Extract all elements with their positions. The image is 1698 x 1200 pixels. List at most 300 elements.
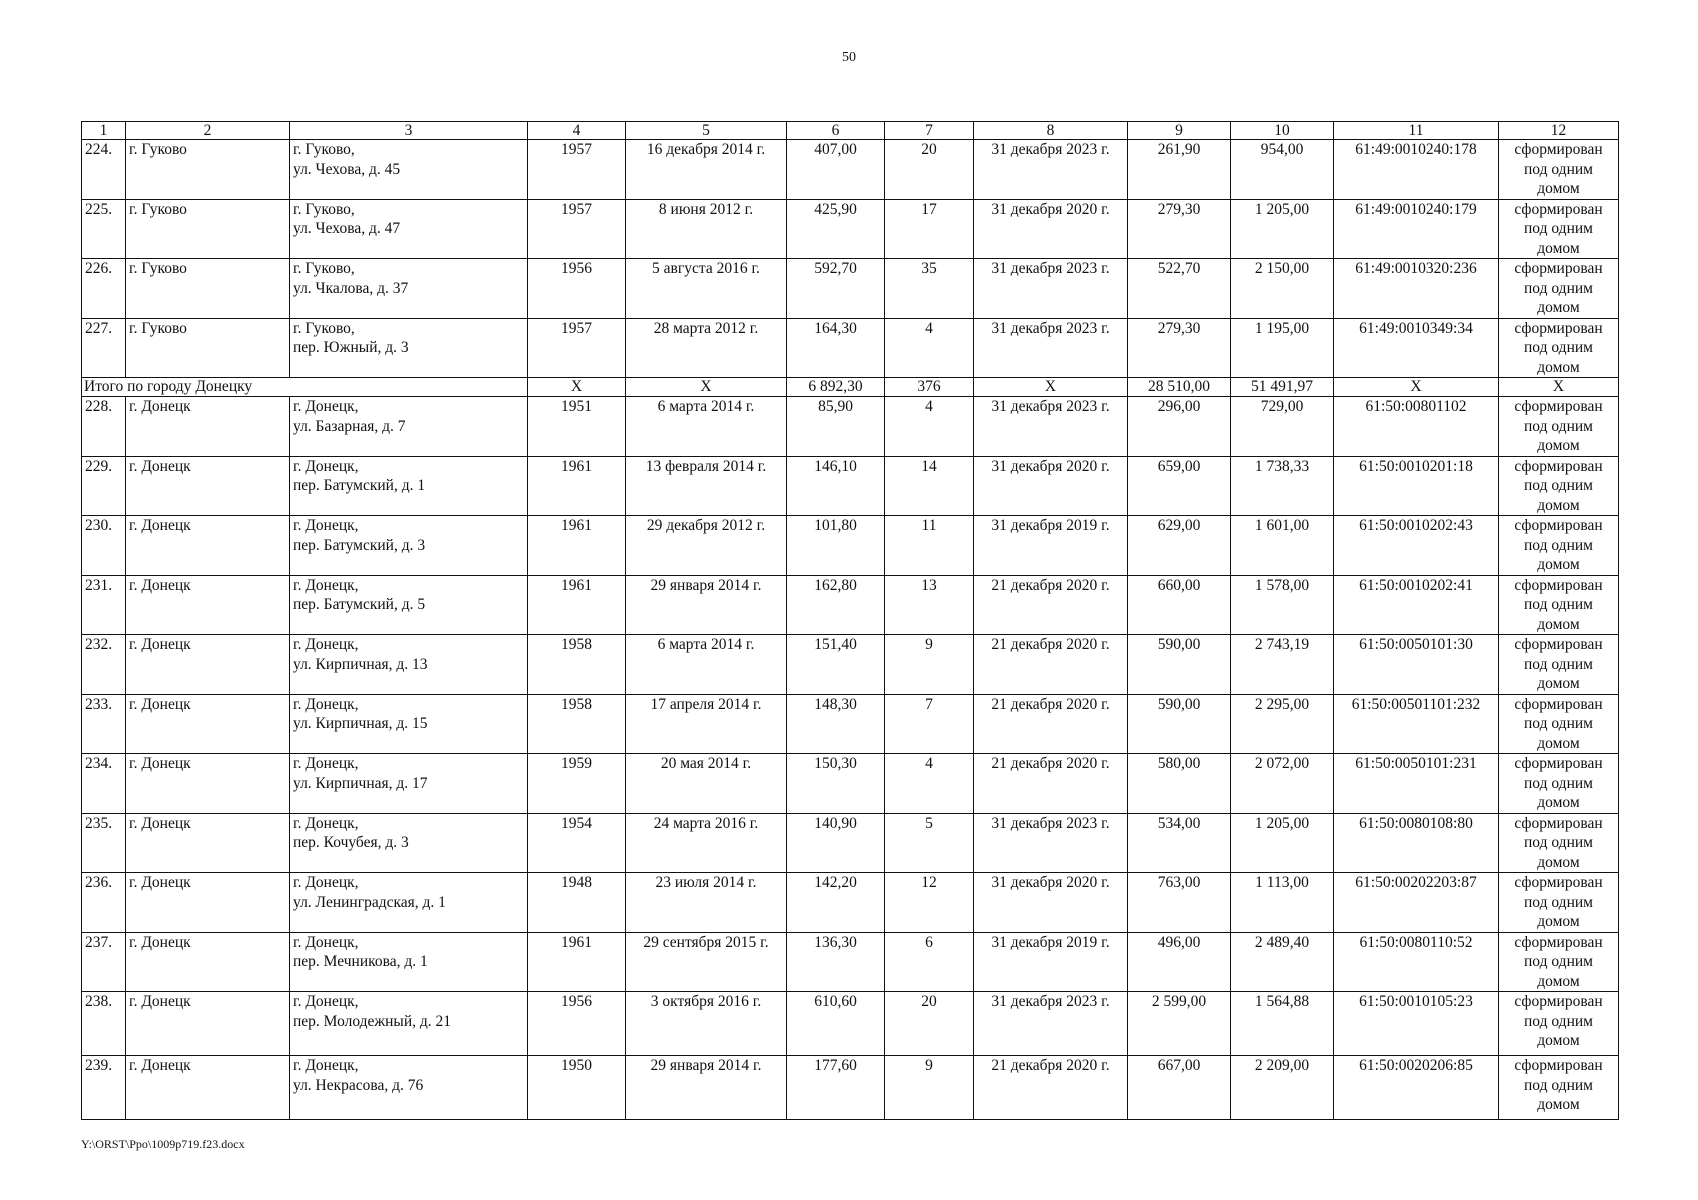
address bbox=[290, 259, 528, 319]
status-line: сформирован bbox=[1514, 814, 1603, 832]
cadastral-number: 61:49:0010349:34 bbox=[1334, 318, 1499, 378]
build-year: 1954 bbox=[528, 813, 626, 873]
address-city: г. Донецк, bbox=[293, 1057, 359, 1074]
address-street: ул. Кирпичная, д. 17 bbox=[293, 774, 428, 792]
address-city: г. Донецк, bbox=[293, 576, 359, 594]
status-line: под одним bbox=[1524, 339, 1593, 356]
residents-count: 4 bbox=[885, 754, 974, 814]
status-line: под одним bbox=[1524, 893, 1593, 911]
residents-count: 9 bbox=[885, 1056, 974, 1120]
area: 136,30 bbox=[787, 932, 885, 992]
address-city: г. Донецк, bbox=[293, 695, 359, 713]
resettlement-deadline: 31 декабря 2019 г. bbox=[974, 516, 1128, 576]
status-line: под одним bbox=[1524, 596, 1593, 613]
value-col-10: 1 113,00 bbox=[1231, 873, 1334, 933]
column-number: 6 bbox=[787, 122, 885, 140]
municipality: г. Гуково bbox=[126, 199, 290, 259]
address bbox=[290, 1056, 528, 1120]
row-number: 233. bbox=[82, 694, 126, 754]
total-label: Итого по городу Донецку bbox=[82, 378, 528, 397]
address bbox=[290, 318, 528, 378]
column-number-row bbox=[82, 122, 1619, 140]
municipality: г. Гуково bbox=[126, 318, 290, 378]
address-street: ул. Кирпичная, д. 15 bbox=[293, 715, 428, 732]
resettlement-deadline: 31 декабря 2023 г. bbox=[974, 318, 1128, 378]
status-line: сформирован bbox=[1514, 200, 1603, 218]
total-value: X bbox=[1499, 378, 1619, 397]
column-number: 7 bbox=[885, 122, 974, 140]
residents-count: 35 bbox=[885, 259, 974, 319]
value-col-10: 1 578,00 bbox=[1231, 575, 1334, 635]
cadastral-number: 61:49:0010320:236 bbox=[1334, 259, 1499, 319]
build-year: 1957 bbox=[528, 199, 626, 259]
value-col-10: 1 205,00 bbox=[1231, 813, 1334, 873]
municipality: г. Донецк bbox=[126, 873, 290, 933]
row-number: 239. bbox=[82, 1056, 126, 1120]
status-line: домом bbox=[1537, 496, 1580, 514]
address bbox=[290, 694, 528, 754]
resettlement-deadline: 31 декабря 2023 г. bbox=[974, 140, 1128, 200]
status-line: домом bbox=[1537, 556, 1580, 573]
total-value: 376 bbox=[885, 378, 974, 397]
municipality: г. Донецк bbox=[126, 1056, 290, 1120]
row-number: 226. bbox=[82, 259, 126, 319]
municipality: г. Донецк bbox=[126, 575, 290, 635]
row-number: 232. bbox=[82, 635, 126, 695]
recognition-date: 20 мая 2014 г. bbox=[626, 754, 787, 814]
address-city: г. Донецк, bbox=[293, 814, 359, 832]
land-plot-status bbox=[1499, 754, 1619, 814]
resettlement-deadline: 21 декабря 2020 г. bbox=[974, 575, 1128, 635]
area: 101,80 bbox=[787, 516, 885, 576]
address-street: пер. Мечникова, д. 1 bbox=[293, 953, 428, 970]
recognition-date: 6 марта 2014 г. bbox=[626, 635, 787, 695]
column-number: 5 bbox=[626, 122, 787, 140]
row-number: 228. bbox=[82, 397, 126, 457]
area: 162,80 bbox=[787, 575, 885, 635]
municipality: г. Донецк bbox=[126, 456, 290, 516]
cadastral-number: 61:50:0010202:43 bbox=[1334, 516, 1499, 576]
total-value: X bbox=[626, 378, 787, 397]
value-col-10: 1 601,00 bbox=[1231, 516, 1334, 576]
value-col-10: 729,00 bbox=[1231, 397, 1334, 457]
address bbox=[290, 397, 528, 457]
status-line: домом bbox=[1537, 180, 1580, 197]
land-plot-status bbox=[1499, 456, 1619, 516]
land-plot-status bbox=[1499, 694, 1619, 754]
address bbox=[290, 873, 528, 933]
build-year: 1958 bbox=[528, 635, 626, 695]
column-number: 12 bbox=[1499, 122, 1619, 140]
cadastral-number: 61:50:00501101:232 bbox=[1334, 694, 1499, 754]
status-line: под одним bbox=[1524, 834, 1593, 851]
table-row bbox=[82, 575, 1619, 635]
residents-count: 20 bbox=[885, 992, 974, 1056]
municipality: г. Донецк bbox=[126, 754, 290, 814]
land-plot-status bbox=[1499, 397, 1619, 457]
table-row bbox=[82, 259, 1619, 319]
column-number: 2 bbox=[126, 122, 290, 140]
table-row bbox=[82, 873, 1619, 933]
total-value: X bbox=[528, 378, 626, 397]
value-col-9: 763,00 bbox=[1128, 873, 1231, 933]
address-street: пер. Молодежный, д. 21 bbox=[293, 1012, 452, 1030]
status-line: домом bbox=[1537, 1032, 1580, 1049]
table-row bbox=[82, 813, 1619, 873]
status-line: сформирован bbox=[1514, 319, 1603, 337]
page-number: 50 bbox=[842, 50, 856, 65]
resettlement-deadline: 31 декабря 2023 г. bbox=[974, 813, 1128, 873]
value-col-10: 2 209,00 bbox=[1231, 1056, 1334, 1120]
municipality: г. Гуково bbox=[126, 259, 290, 319]
status-line: сформирован bbox=[1514, 755, 1603, 772]
resettlement-deadline: 31 декабря 2023 г. bbox=[974, 992, 1128, 1056]
value-col-9: 279,30 bbox=[1128, 318, 1231, 378]
address-city: г. Донецк, bbox=[293, 398, 359, 415]
address-street: пер. Батумский, д. 1 bbox=[293, 477, 426, 494]
area: 146,10 bbox=[787, 456, 885, 516]
total-value: 51 491,97 bbox=[1231, 378, 1334, 397]
value-col-10: 2 743,19 bbox=[1231, 635, 1334, 695]
recognition-date: 5 августа 2016 г. bbox=[626, 259, 787, 319]
recognition-date: 6 марта 2014 г. bbox=[626, 397, 787, 457]
area: 151,40 bbox=[787, 635, 885, 695]
residents-count: 13 bbox=[885, 575, 974, 635]
status-line: под одним bbox=[1524, 220, 1593, 237]
value-col-9: 522,70 bbox=[1128, 259, 1231, 319]
build-year: 1961 bbox=[528, 456, 626, 516]
cadastral-number: 61:50:0010201:18 bbox=[1334, 456, 1499, 516]
column-number: 9 bbox=[1128, 122, 1231, 140]
value-col-9: 261,90 bbox=[1128, 140, 1231, 200]
resettlement-deadline: 21 декабря 2020 г. bbox=[974, 1056, 1128, 1120]
status-line: сформирован bbox=[1514, 636, 1603, 653]
residents-count: 12 bbox=[885, 873, 974, 933]
residents-count: 6 bbox=[885, 932, 974, 992]
cadastral-number: 61:49:0010240:179 bbox=[1334, 199, 1499, 259]
column-number: 1 bbox=[82, 122, 126, 140]
area: 85,90 bbox=[787, 397, 885, 457]
address-street: ул. Чехова, д. 45 bbox=[293, 160, 401, 178]
cadastral-number: 61:49:0010240:178 bbox=[1334, 140, 1499, 200]
column-number: 8 bbox=[974, 122, 1128, 140]
residents-count: 17 bbox=[885, 199, 974, 259]
resettlement-deadline: 31 декабря 2019 г. bbox=[974, 932, 1128, 992]
address-street: ул. Ленинградская, д. 1 bbox=[293, 893, 446, 911]
address bbox=[290, 456, 528, 516]
status-line: сформирован bbox=[1514, 933, 1603, 951]
row-number: 238. bbox=[82, 992, 126, 1056]
table-row bbox=[82, 1056, 1619, 1120]
build-year: 1948 bbox=[528, 873, 626, 933]
value-col-9: 296,00 bbox=[1128, 397, 1231, 457]
build-year: 1956 bbox=[528, 259, 626, 319]
value-col-10: 1 205,00 bbox=[1231, 199, 1334, 259]
area: 164,30 bbox=[787, 318, 885, 378]
land-plot-status bbox=[1499, 199, 1619, 259]
municipality: г. Донецк bbox=[126, 397, 290, 457]
status-line: сформирован bbox=[1514, 576, 1603, 594]
recognition-date: 28 марта 2012 г. bbox=[626, 318, 787, 378]
value-col-9: 279,30 bbox=[1128, 199, 1231, 259]
area: 407,00 bbox=[787, 140, 885, 200]
resettlement-deadline: 31 декабря 2020 г. bbox=[974, 873, 1128, 933]
residents-count: 5 bbox=[885, 813, 974, 873]
municipality: г. Донецк bbox=[126, 992, 290, 1056]
status-line: домом bbox=[1537, 358, 1580, 376]
status-line: домом bbox=[1537, 794, 1580, 811]
housing-register-table bbox=[81, 121, 1619, 1120]
table-row bbox=[82, 397, 1619, 457]
recognition-date: 24 марта 2016 г. bbox=[626, 813, 787, 873]
table-row bbox=[82, 456, 1619, 516]
status-line: сформирован bbox=[1514, 141, 1603, 158]
build-year: 1951 bbox=[528, 397, 626, 457]
cadastral-number: 61:50:0010202:41 bbox=[1334, 575, 1499, 635]
land-plot-status bbox=[1499, 516, 1619, 576]
municipality: г. Донецк bbox=[126, 813, 290, 873]
land-plot-status bbox=[1499, 318, 1619, 378]
build-year: 1957 bbox=[528, 318, 626, 378]
status-line: под одним bbox=[1524, 477, 1593, 494]
status-line: домом bbox=[1537, 913, 1580, 930]
value-col-9: 590,00 bbox=[1128, 635, 1231, 695]
column-number: 4 bbox=[528, 122, 626, 140]
recognition-date: 29 сентября 2015 г. bbox=[626, 932, 787, 992]
address-street: ул. Чехова, д. 47 bbox=[293, 220, 401, 237]
address-city: г. Донецк, bbox=[293, 636, 359, 653]
status-line: под одним bbox=[1524, 655, 1593, 673]
recognition-date: 29 января 2014 г. bbox=[626, 1056, 787, 1120]
status-line: домом bbox=[1537, 853, 1580, 871]
build-year: 1961 bbox=[528, 932, 626, 992]
value-col-9: 660,00 bbox=[1128, 575, 1231, 635]
cadastral-number: 61:50:00801102 bbox=[1334, 397, 1499, 457]
status-line: домом bbox=[1537, 675, 1580, 692]
resettlement-deadline: 31 декабря 2020 г. bbox=[974, 456, 1128, 516]
cadastral-number: 61:50:00202203:87 bbox=[1334, 873, 1499, 933]
table-row bbox=[82, 932, 1619, 992]
status-line: под одним bbox=[1524, 417, 1593, 435]
area: 142,20 bbox=[787, 873, 885, 933]
land-plot-status bbox=[1499, 575, 1619, 635]
build-year: 1957 bbox=[528, 140, 626, 200]
column-number: 3 bbox=[290, 122, 528, 140]
value-col-10: 1 195,00 bbox=[1231, 318, 1334, 378]
resettlement-deadline: 21 декабря 2020 г. bbox=[974, 635, 1128, 695]
value-col-9: 629,00 bbox=[1128, 516, 1231, 576]
address bbox=[290, 813, 528, 873]
recognition-date: 13 февраля 2014 г. bbox=[626, 456, 787, 516]
recognition-date: 8 июня 2012 г. bbox=[626, 199, 787, 259]
column-number: 11 bbox=[1334, 122, 1499, 140]
table-row bbox=[82, 516, 1619, 576]
residents-count: 11 bbox=[885, 516, 974, 576]
status-line: сформирован bbox=[1514, 1057, 1603, 1074]
value-col-10: 1 564,88 bbox=[1231, 992, 1334, 1056]
status-line: домом bbox=[1537, 437, 1580, 454]
cadastral-number: 61:50:0080110:52 bbox=[1334, 932, 1499, 992]
table-row bbox=[82, 140, 1619, 200]
address bbox=[290, 635, 528, 695]
address-street: пер. Кочубея, д. 3 bbox=[293, 834, 409, 851]
status-line: сформирован bbox=[1514, 260, 1603, 277]
document-file-path: Y:\ORST\Ppo\1009p719.f23.docx bbox=[81, 1137, 245, 1151]
build-year: 1958 bbox=[528, 694, 626, 754]
recognition-date: 29 января 2014 г. bbox=[626, 575, 787, 635]
address-city: г. Донецк, bbox=[293, 517, 359, 534]
table-row bbox=[82, 318, 1619, 378]
area: 592,70 bbox=[787, 259, 885, 319]
address-city: г. Донецк, bbox=[293, 993, 359, 1010]
recognition-date: 23 июля 2014 г. bbox=[626, 873, 787, 933]
value-col-10: 954,00 bbox=[1231, 140, 1334, 200]
resettlement-deadline: 31 декабря 2020 г. bbox=[974, 199, 1128, 259]
row-number: 227. bbox=[82, 318, 126, 378]
build-year: 1950 bbox=[528, 1056, 626, 1120]
land-plot-status bbox=[1499, 932, 1619, 992]
table-row bbox=[82, 635, 1619, 695]
status-line: под одним bbox=[1524, 1012, 1593, 1030]
row-number: 234. bbox=[82, 754, 126, 814]
address-city: г. Донецк, bbox=[293, 457, 359, 475]
value-col-10: 2 072,00 bbox=[1231, 754, 1334, 814]
value-col-9: 667,00 bbox=[1128, 1056, 1231, 1120]
resettlement-deadline: 31 декабря 2023 г. bbox=[974, 259, 1128, 319]
area: 148,30 bbox=[787, 694, 885, 754]
cadastral-number: 61:50:0010105:23 bbox=[1334, 992, 1499, 1056]
land-plot-status bbox=[1499, 635, 1619, 695]
build-year: 1961 bbox=[528, 516, 626, 576]
address-city: г. Донецк, bbox=[293, 933, 359, 951]
cadastral-number: 61:50:0050101:30 bbox=[1334, 635, 1499, 695]
address bbox=[290, 932, 528, 992]
row-number: 224. bbox=[82, 140, 126, 200]
status-line: под одним bbox=[1524, 774, 1593, 792]
address-city: г. Гуково, bbox=[293, 260, 355, 277]
status-line: под одним bbox=[1524, 953, 1593, 970]
land-plot-status bbox=[1499, 873, 1619, 933]
row-number: 231. bbox=[82, 575, 126, 635]
status-line: сформирован bbox=[1514, 874, 1603, 891]
table-row bbox=[82, 992, 1619, 1056]
status-line: под одним bbox=[1524, 160, 1593, 178]
residents-count: 7 bbox=[885, 694, 974, 754]
resettlement-deadline: 31 декабря 2023 г. bbox=[974, 397, 1128, 457]
total-value: X bbox=[1334, 378, 1499, 397]
address bbox=[290, 140, 528, 200]
table-row bbox=[82, 199, 1619, 259]
status-line: сформирован bbox=[1514, 457, 1603, 475]
recognition-date: 16 декабря 2014 г. bbox=[626, 140, 787, 200]
area: 150,30 bbox=[787, 754, 885, 814]
residents-count: 20 bbox=[885, 140, 974, 200]
address-street: ул. Некрасова, д. 76 bbox=[293, 1076, 424, 1094]
status-line: домом bbox=[1537, 615, 1580, 633]
address-city: г. Гуково, bbox=[293, 200, 355, 218]
status-line: домом bbox=[1537, 299, 1580, 316]
status-line: сформирован bbox=[1514, 695, 1603, 713]
address-city: г. Гуково, bbox=[293, 141, 355, 158]
cadastral-number: 61:50:0080108:80 bbox=[1334, 813, 1499, 873]
address bbox=[290, 575, 528, 635]
address bbox=[290, 754, 528, 814]
residents-count: 4 bbox=[885, 318, 974, 378]
municipality: г. Донецк bbox=[126, 516, 290, 576]
value-col-9: 580,00 bbox=[1128, 754, 1231, 814]
municipality: г. Донецк bbox=[126, 694, 290, 754]
area: 177,60 bbox=[787, 1056, 885, 1120]
value-col-9: 534,00 bbox=[1128, 813, 1231, 873]
address-street: ул. Базарная, д. 7 bbox=[293, 417, 406, 435]
residents-count: 9 bbox=[885, 635, 974, 695]
build-year: 1959 bbox=[528, 754, 626, 814]
value-col-9: 496,00 bbox=[1128, 932, 1231, 992]
recognition-date: 17 апреля 2014 г. bbox=[626, 694, 787, 754]
status-line: домом bbox=[1537, 734, 1580, 752]
status-line: под одним bbox=[1524, 1076, 1593, 1094]
row-number: 235. bbox=[82, 813, 126, 873]
address-street: ул. Кирпичная, д. 13 bbox=[293, 655, 428, 673]
recognition-date: 3 октября 2016 г. bbox=[626, 992, 787, 1056]
land-plot-status bbox=[1499, 992, 1619, 1056]
total-value: 28 510,00 bbox=[1128, 378, 1231, 397]
total-value: X bbox=[974, 378, 1128, 397]
municipality: г. Гуково bbox=[126, 140, 290, 200]
recognition-date: 29 декабря 2012 г. bbox=[626, 516, 787, 576]
status-line: под одним bbox=[1524, 536, 1593, 554]
address-city: г. Донецк, bbox=[293, 874, 359, 891]
row-number: 236. bbox=[82, 873, 126, 933]
table-row bbox=[82, 754, 1619, 814]
address-city: г. Гуково, bbox=[293, 319, 355, 337]
resettlement-deadline: 21 декабря 2020 г. bbox=[974, 694, 1128, 754]
row-number: 229. bbox=[82, 456, 126, 516]
land-plot-status bbox=[1499, 813, 1619, 873]
area: 610,60 bbox=[787, 992, 885, 1056]
address-city: г. Донецк, bbox=[293, 755, 359, 772]
land-plot-status bbox=[1499, 1056, 1619, 1120]
address-street: пер. Батумский, д. 5 bbox=[293, 596, 426, 613]
status-line: под одним bbox=[1524, 279, 1593, 297]
address bbox=[290, 992, 528, 1056]
status-line: домом bbox=[1537, 239, 1580, 257]
table-row bbox=[82, 694, 1619, 754]
value-col-9: 2 599,00 bbox=[1128, 992, 1231, 1056]
area: 425,90 bbox=[787, 199, 885, 259]
residents-count: 14 bbox=[885, 456, 974, 516]
row-number: 237. bbox=[82, 932, 126, 992]
city-total-row bbox=[82, 378, 1619, 397]
address-street: пер. Южный, д. 3 bbox=[293, 339, 409, 356]
value-col-10: 2 489,40 bbox=[1231, 932, 1334, 992]
value-col-10: 1 738,33 bbox=[1231, 456, 1334, 516]
address bbox=[290, 199, 528, 259]
resettlement-deadline: 21 декабря 2020 г. bbox=[974, 754, 1128, 814]
area: 140,90 bbox=[787, 813, 885, 873]
status-line: сформирован bbox=[1514, 398, 1603, 415]
municipality: г. Донецк bbox=[126, 635, 290, 695]
address bbox=[290, 516, 528, 576]
total-value: 6 892,30 bbox=[787, 378, 885, 397]
build-year: 1956 bbox=[528, 992, 626, 1056]
value-col-9: 659,00 bbox=[1128, 456, 1231, 516]
status-line: сформирован bbox=[1514, 993, 1603, 1010]
value-col-10: 2 295,00 bbox=[1231, 694, 1334, 754]
address-street: ул. Чкалова, д. 37 bbox=[293, 279, 409, 297]
residents-count: 4 bbox=[885, 397, 974, 457]
municipality: г. Донецк bbox=[126, 932, 290, 992]
